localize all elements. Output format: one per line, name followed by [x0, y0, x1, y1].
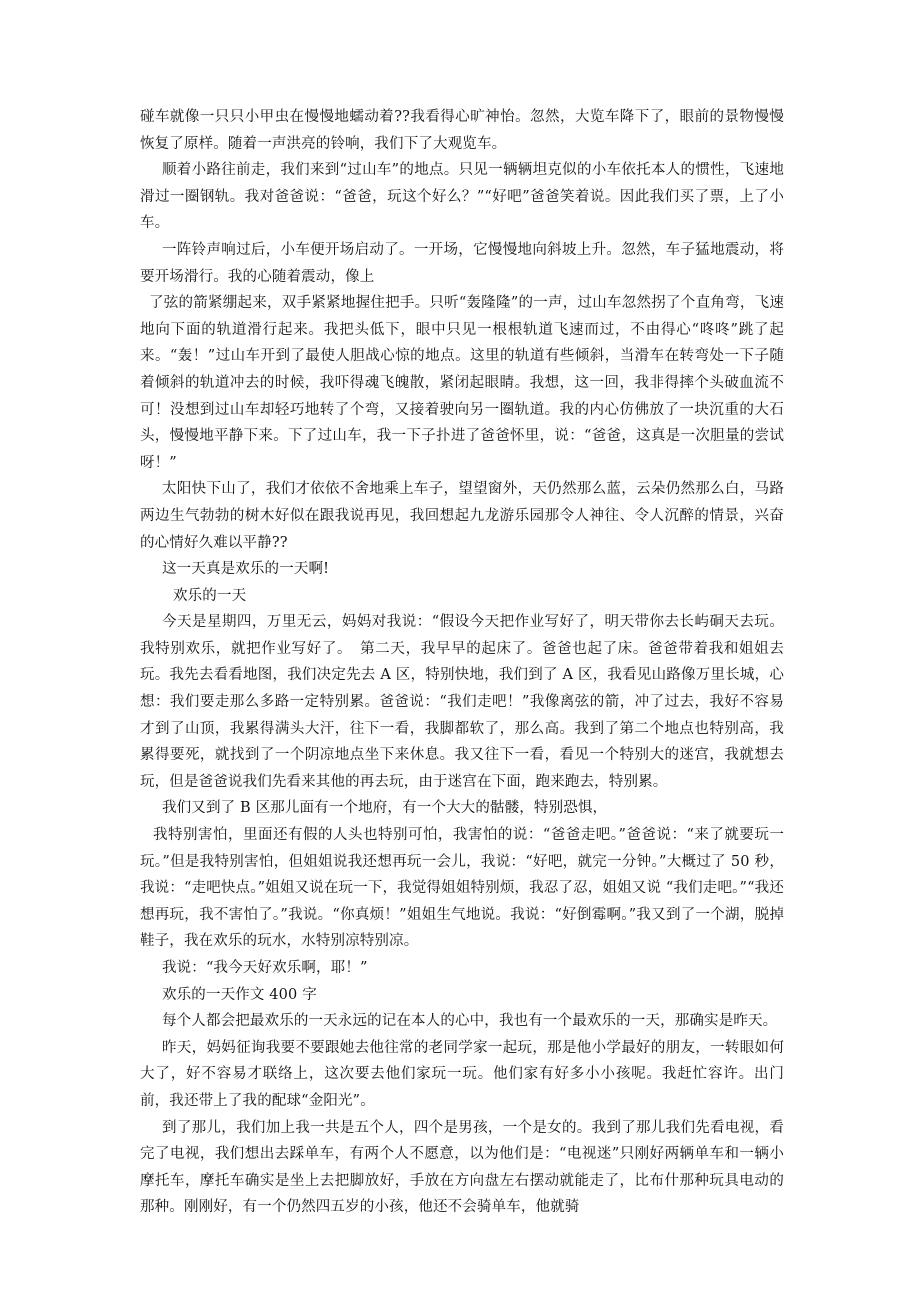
paragraph-10: 我说：“我今天好欢乐啊，耶！” — [162, 960, 368, 976]
paragraph-12: 昨天，妈妈征询我要不要跟她去他往常的老同学家一起玩，那是他小学最好的朋友，一转眼如何大了，好不容易才联络上，这次要去他们家玩一玩。他们家有好多小小孩呢。我赶忙容许。出门前，我还带上了我的配球“金阳光”。 — [140, 1039, 784, 1109]
paragraph-11: 每个人都会把最欢乐的一天永远的记在本人的心中，我也有一个最欢乐的一天，那确实是昨天。 — [162, 1013, 778, 1030]
paragraph-2: 顺着小路往前走，我们来到“过山车”的地点。只见一辆辆坦克似的小车依托本人的惯性，飞速地滑过一圈钢轨。我对爸爸说：“爸爸，玩这个好么？”“好吧”爸爸笑着说。因此我们买了票，上了小车。 — [140, 162, 784, 232]
paragraph-9: 我特别害怕，里面还有假的人头也特别可怕，我害怕的说：“爸爸走吧。”爸爸说：“来了就要玩一玩。”但是我特别害怕，但姐姐说我还想再玩一会儿，我说：“好吧，就完一分钟。”大概过了 50 秒，我说：“走吧快点。”姐姐又说在玩一下，我觉得姐姐特别烦，我忍了忍，姐姐又说 “我们走吧。”“我还想再玩，我不害怕了。”我说。“你真烦！”姐姐生气地说。我说：“好倒霉啊。”我又到了一个湖，脱掉鞋子，我在欢乐的玩水，水特别凉特别凉。 — [140, 827, 784, 950]
paragraph-3: 一阵铃声响过后，小车便开场启动了。一开场，它慢慢地向斜坡上升。忽然，车子猛地震动，将要开场滑行。我的心随着震动，像上 — [140, 241, 784, 285]
document-body — [140, 104, 784, 1221]
paragraph-7: 今天是星期四，万里无云，妈妈对我说：“假设今天把作业写好了，明天带你去长屿硐天去玩。我特别欢乐，就把作业写好了。 第二天，我早早的起床了。爸爸也起了床。爸爸带着我和姐姐去玩。我先去看看地图，我们决定先去 A 区，特别快地，我们到了 A 区，我看见山路像万里长城，心想：我们要走那么多路一定特别累。爸爸说：“我们走吧！”我像离弦的箭，冲了过去，我好不容易才到了山顶，我累得满头大汗，往下一看，我脚都软了，那么高。我到了第二个地点也特别高，我累得要死，就找到了一个阴凉地点坐下来休息。我又往下一看，看见一个特别大的迷宫，我就想去玩，但是爸爸说我们先看来其他的再去玩，由于迷宫在下面，跑来跑去，特别累。 — [140, 614, 784, 790]
section-title: 欢乐的一天 — [173, 587, 247, 604]
paragraph-6: 这一天真是欢乐的一天啊! — [162, 561, 330, 578]
paragraph-5: 太阳快下山了，我们才依依不舍地乘上车子，望望窗外，天仍然那么蓝，云朵仍然那么白，马路两边生气勃勃的树木好似在跟我说再见，我回想起九龙游乐园那令人神往、令人沉醉的情景，兴奋的心情好久难以平静?? — [140, 481, 784, 551]
essay-title: 欢乐的一天作文 400 字 — [162, 986, 317, 1003]
paragraph-13: 到了那儿，我们加上我一共是五个人，四个是男孩，一个是女的。我到了那儿我们先看电视，看完了电视，我们想出去踩单车，有两个人不愿意，以为他们是：“电视迷”只刚好两辆单车和一辆小摩托车，摩托车确实是坐上去把脚放好，手放在方向盘左右摆动就能走了，比布什那种玩具电动的那种。刚刚好，有一个仍然四五岁的小孩，他还不会骑单车，他就骑 — [140, 1119, 784, 1216]
paragraph-4: 了弦的箭紧绷起来，双手紧紧地握住把手。只听“轰隆隆”的一声，过山车忽然拐了个直角弯，飞速地向下面的轨道滑行起来。我把头低下，眼中只见一根根轨道飞速而过，不由得心“咚咚”跳了起来。“轰！”过山车开到了最使人胆战心惊的地点。这里的轨道有些倾斜，当滑车在转弯处一下子随着倾斜的轨道冲去的时候，我吓得魂飞魄散，紧闭起眼睛。我想，这一回，我非得摔个头破血流不可！没想到过山车却轻巧地转了个弯，又接着驶向另一圈轨道。我的内心仿佛放了一块沉重的大石头，慢慢地平静下来。下了过山车，我一下子扑进了爸爸怀里，说：“爸爸，这真是一次胆量的尝试呀！” — [140, 295, 784, 471]
paragraph-8: 我们又到了 B 区那儿面有一个地府，有一个大大的骷髅，特别恐惧， — [162, 800, 608, 817]
paragraph-1: 碰车就像一只只小甲虫在慢慢地蠕动着??我看得心旷神怡。忽然，大览车降下了，眼前的景物慢慢恢复了原样。随着一声洪亮的铃响，我们下了大观览车。 — [140, 109, 784, 152]
